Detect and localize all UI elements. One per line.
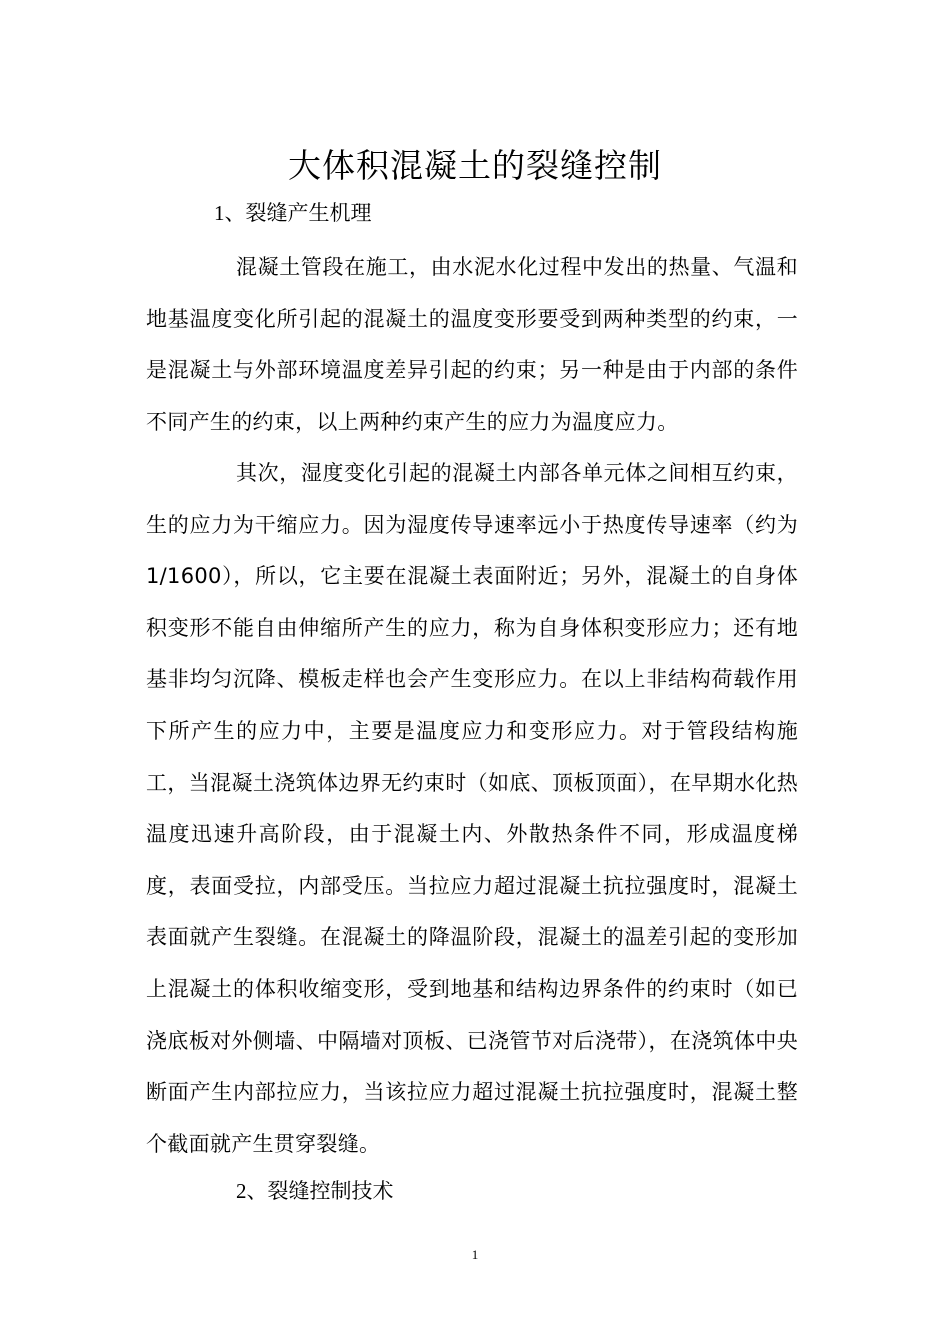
section-number-1: 1 bbox=[214, 201, 225, 225]
section-heading-1-text: 、裂缝产生机理 bbox=[224, 201, 372, 225]
paragraph-2: 其次，湿度变化引起的混凝土内部各单元体之间相互约束，生的应力为干缩应力。因为湿度传导速率远小于热度传导速率（约为 1/1600），所以，它主要在混凝土表面附近；另外，混凝土的自身体积变形不能自由伸缩所产生的应力，称为自身体积变形应力；还有地基非均匀沉降、模板走样也会产生变形应力。在以上非结构荷载作用下所产生的应力中，主要是温度应力和变形应力。对于管段结构施工，当混凝土浇筑体边界无约束时（如底、顶板顶面），在早期水化热温度迅速升高阶段，由于混凝土内、外散热条件不同，形成温度梯度，表面受拉，内部受压。当拉应力超过混凝土抗拉强度时，混凝土表面就产生裂缝。在混凝土的降温阶段，混凝土的温差引起的变形加上混凝土的体积收缩变形，受到地基和结构边界条件的约束时（如已浇底板对外侧墙、中隔墙对顶板、已浇管节对后浇带），在浇筑体中央断面产生内部拉应力，当该拉应力超过混凝土抗拉强度时，混凝土整个截面就产生贯穿裂缝。 bbox=[146, 461, 798, 1156]
document-title: 大体积混凝土的裂缝控制 bbox=[288, 146, 662, 186]
section-heading-2 bbox=[236, 1176, 394, 1206]
section-heading-1 bbox=[214, 198, 372, 228]
section-heading-2-text: 、裂缝控制技术 bbox=[246, 1179, 394, 1203]
page-number: 1 bbox=[471, 1247, 479, 1262]
section-number-2: 2 bbox=[236, 1179, 247, 1203]
paragraph-1: 混凝土管段在施工，由水泥水化过程中发出的热量、气温和地基温度变化所引起的混凝土的温度变形要受到两种类型的约束，一是混凝土与外部环境温度差异引起的约束；另一种是由于内部的条件不同产生的约束，以上两种约束产生的应力为温度应力。 bbox=[146, 255, 798, 434]
